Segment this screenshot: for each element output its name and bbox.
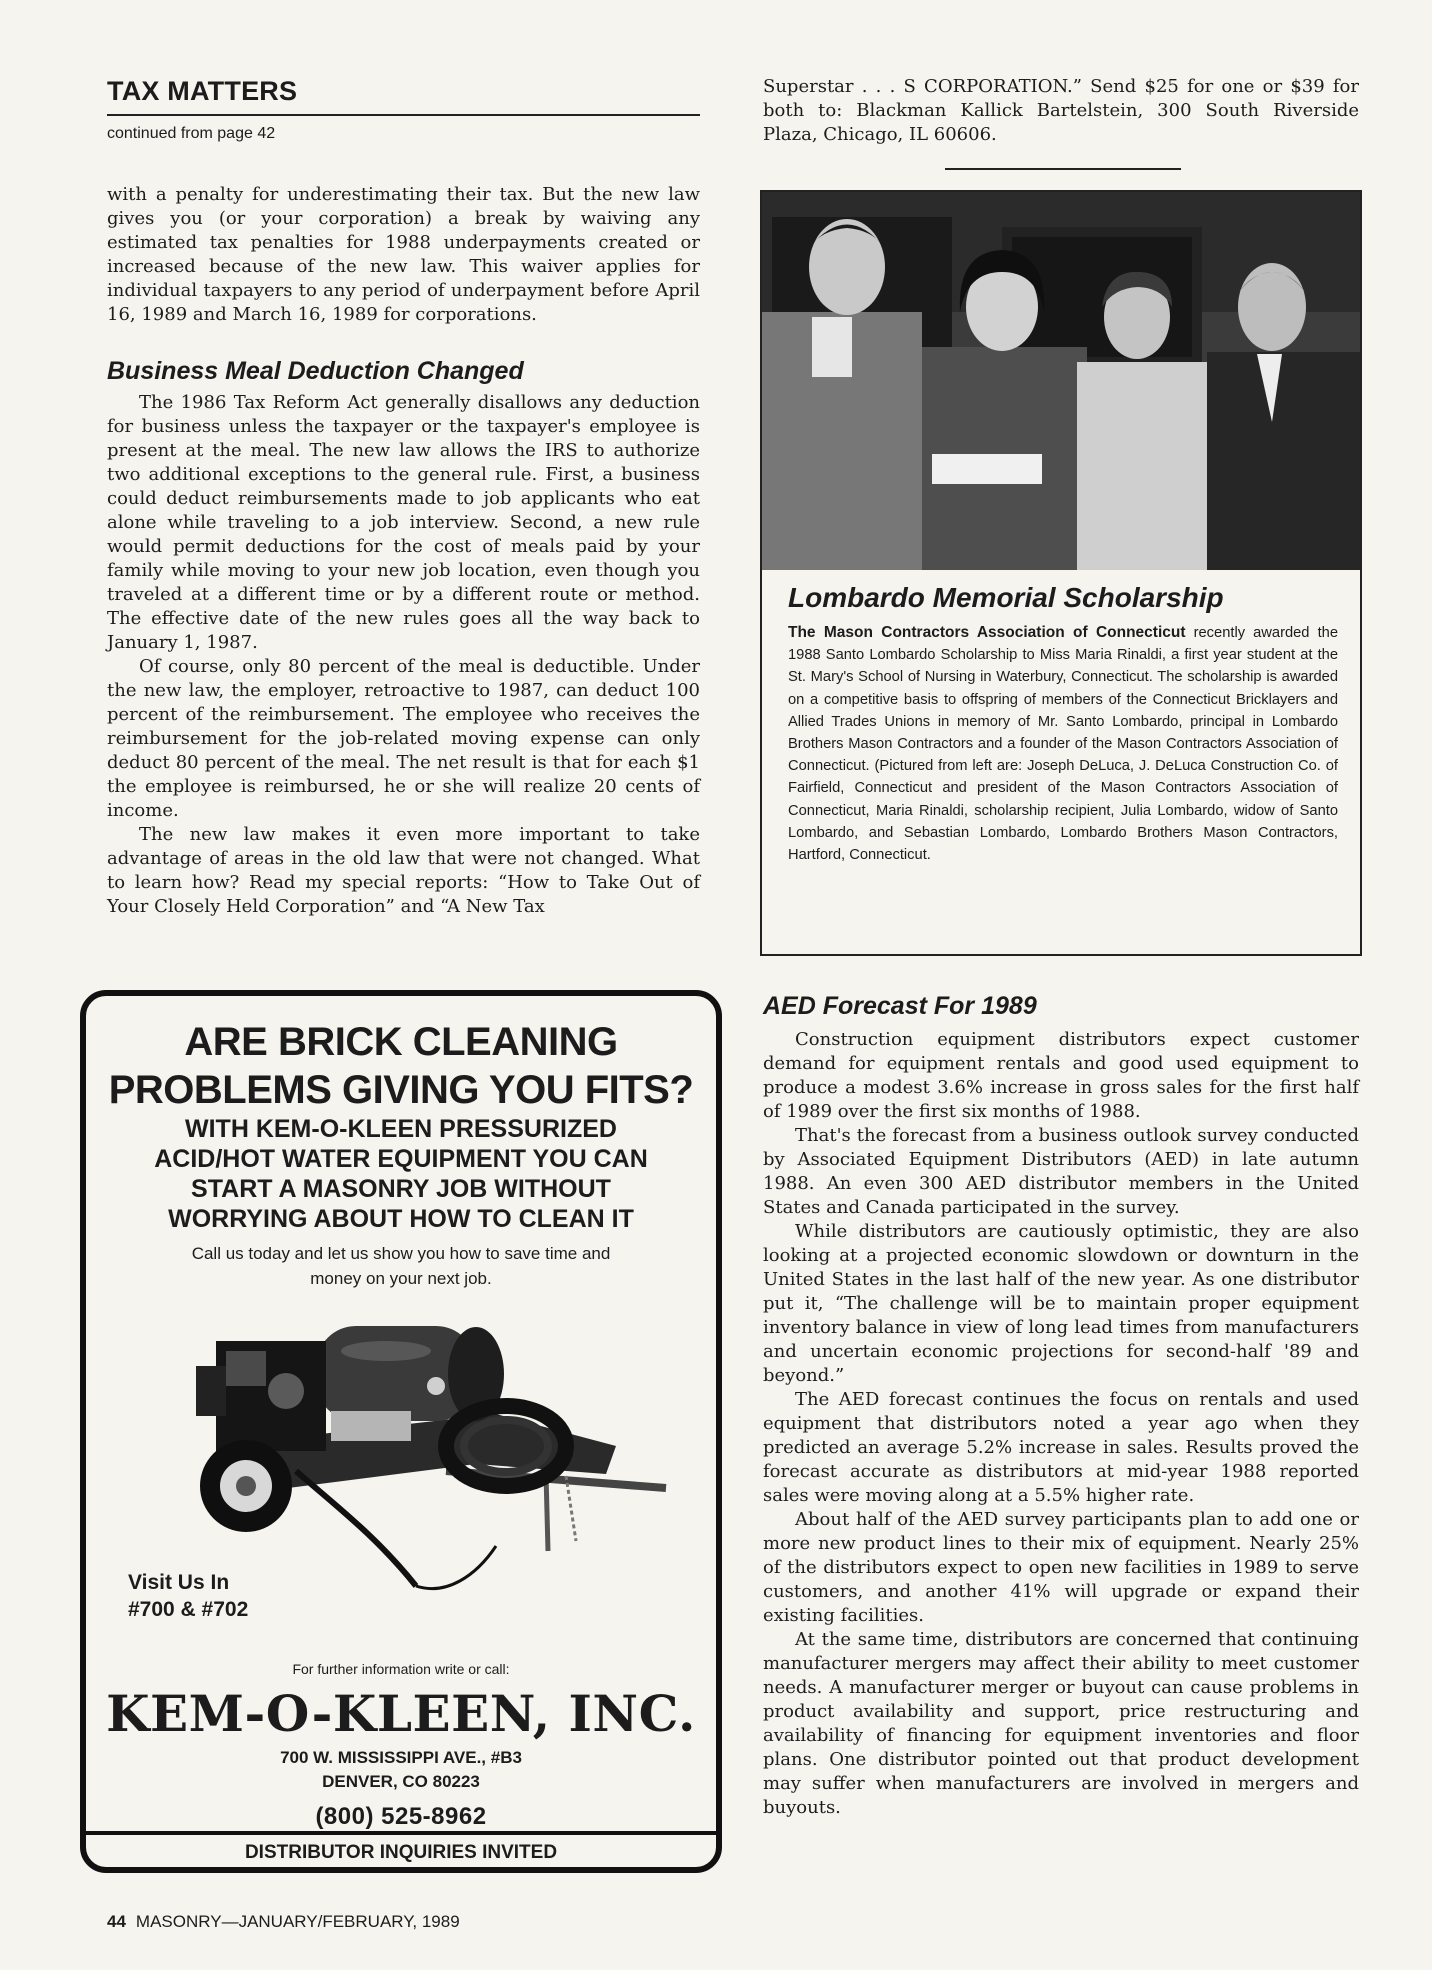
paragraph: While distributors are cautiously optimistic, they are also looking at a projected economic slowdown or downturn in the United States in the last half of the new year. As one distributor put it, “The challenge will be to maintain proper equipment inventory balance in view of long lead times from manufacturers and uncertain economic projections for second-half '89 and beyond.” [763,1221,1359,1386]
continued-note: continued from page 42 [107,125,276,142]
kem-o-kleen-advertisement [80,990,722,1873]
page-number: 44 [107,1912,126,1931]
ad-headline-line: PROBLEMS GIVING YOU FITS? [108,1068,694,1112]
publication-line: MASONRY—JANUARY/FEBRUARY, 1989 [135,1912,460,1931]
ad-address-line: 700 W. MISSISSIPPI AVE., #B3 [280,1748,522,1767]
scholarship-feature-box [760,190,1362,956]
ad-subhead-line: WITH KEM-O-KLEEN PRESSURIZED [185,1115,617,1143]
ad-address [86,1746,716,1794]
paragraph: That's the forecast from a business outlook survey conducted by Associated Equipment Distributors (AED) in late autumn 1988. An even 300 AED distributor members in the United States and Canada participated in the survey. [763,1125,1359,1218]
ad-address-line: DENVER, CO 80223 [322,1772,480,1791]
scholarship-photo [762,192,1360,570]
scholarship-title: Lombardo Memorial Scholarship [788,582,1224,613]
section-title: TAX MATTERS [107,76,298,106]
paragraph: Construction equipment distributors expect customer demand for equipment rentals and good used equipment to produce a modest 3.6% increase in gross sales for the first half of 1989 over the first six months of 1988. [763,1029,1359,1122]
paragraph: The new law makes it even more important to take advantage of areas in the old law that were not changed. What to learn how? Read my special reports: “How to Take Out of Your Closely Held Corporation” and “A New Tax [107,824,700,917]
tax-intro-text [107,183,700,327]
ad-call-line: Call us today and let us show you how to save time and [191,1244,611,1263]
paragraph: Of course, only 80 percent of the meal is deductible. Under the new law, the employer, retroactive to 1987, can deduct 100 percent of the reimbursement. The employee who receives the reimbursement for the job-related moving expense can only deduct 80 percent of the meal. The net result is that for each $1 the employee is reimbursed, he or she will realize 20 cents of income. [107,656,700,821]
aed-heading: AED Forecast For 1989 [763,992,1037,1020]
ad-visit-line: #700 & #702 [128,1598,249,1621]
ad-subhead-line: START A MASONRY JOB WITHOUT [191,1175,611,1203]
ad-visit-line: Visit Us In [128,1571,230,1594]
caption-body: recently awarded the 1988 Santo Lombardo Scholarship to Miss Maria Rinaldi, a first year student at the St. Mary's School of Nursing in Waterbury, Connecticut. The scholarship is awarded on a competitive basis to offspring of members of the Connecticut Bricklayers and Allied Trades Unions in memory of Mr. Santo Lombardo, principal in Lombardo Brothers Mason Contractors and a founder of the Mason Contractors Association of Connecticut. (Pictured from left are: Joseph DeLuca, J. DeLuca Construction Co. of Fairfield, Connecticut and president of the Mason Contractors Association of Connecticut, Maria Rinaldi, scholarship recipient, Julia Lombardo, widow of Santo Lombardo, and Sebastian Lombardo, Lombardo Brothers Mason Contractors, Hartford, Connecticut. [788,625,1338,864]
ad-company-name: KEM-O-KLEEN, INC. [106,1684,696,1743]
paragraph: with a penalty for underestimating their tax. But the new law gives you (or your corporation) a break by waiving any estimated tax penalties for 1988 underpayments created or increased because of the new law. This waiver applies for individual taxpayers to any period of underpayment before April 16, 1989 and March 16, 1989 for corporations. [107,184,700,325]
scholarship-caption [788,622,1338,866]
section-rule [107,114,700,116]
caption-lead: The Mason Contractors Association of Connecticut [788,624,1186,641]
paragraph: The AED forecast continues the focus on rentals and used equipment that distributors noted a year ago when they predicted an average 5.2% increase in sales. Results proved the forecast accurate as distributors at mid-year 1988 reported sales were moving along at a 5.5% higher rate. [763,1389,1359,1506]
page-footer [107,1912,460,1932]
ad-visit-booth [128,1569,248,1623]
ad-call-text [86,1241,716,1291]
ad-subhead-line: WORRYING ABOUT HOW TO CLEAN IT [168,1205,634,1233]
pressure-washer-trailer-image [146,1296,686,1616]
ad-phone: (800) 525-8962 [315,1803,487,1830]
ad-call-line: money on your next job. [310,1269,492,1288]
ad-subhead-line: ACID/HOT WATER EQUIPMENT YOU CAN [154,1145,648,1173]
paragraph: Superstar . . . S CORPORATION.” Send $25 for one or $39 for both to: Blackman Kallick Bartelstein, 300 South Riverside Plaza, Chicago, IL 60606. [763,76,1359,145]
meal-article-text [107,391,700,919]
ad-footer-banner: DISTRIBUTOR INQUIRIES INVITED [86,1831,716,1873]
separator-rule [945,168,1181,170]
paragraph: About half of the AED survey participants plan to add one or more new product lines to their mix of equipment. Nearly 25% of the distributors expect to open new facilities in 1989 to serve customers, and another 41% will upgrade or expand their existing facilities. [763,1509,1359,1626]
ad-headline-line: ARE BRICK CLEANING [184,1020,618,1064]
meal-heading: Business Meal Deduction Changed [107,357,524,385]
ad-subhead [86,1114,716,1234]
ad-headline [86,1018,716,1114]
paragraph: The 1986 Tax Reform Act generally disallows any deduction for business unless the taxpayer or the taxpayer's employee is present at the meal. The new law allows the IRS to authorize two additional exceptions to the general rule. First, a business could deduct reimbursements made to job applicants who eat alone while traveling to a job interview. Second, a new rule would permit deductions for the cost of meals paid by your family while moving to your new job location, even though you traveled at a different time or by a different route or method. The effective date of the new rules goes all the way back to January 1, 1987. [107,392,700,653]
aed-article-text [763,1028,1359,1820]
ad-info-line: For further information write or call: [292,1661,510,1677]
tax-continuation-text [763,75,1359,147]
paragraph: At the same time, distributors are concerned that continuing manufacturer mergers may affect their ability to meet customer needs. A manufacturer merger or buyout can cause problems in product availability and support, price restructuring and availability of financing for equipment inventories and floor plans. One distributor pointed out that product development may suffer when manufacturers are involved in mergers and buyouts. [763,1629,1359,1818]
